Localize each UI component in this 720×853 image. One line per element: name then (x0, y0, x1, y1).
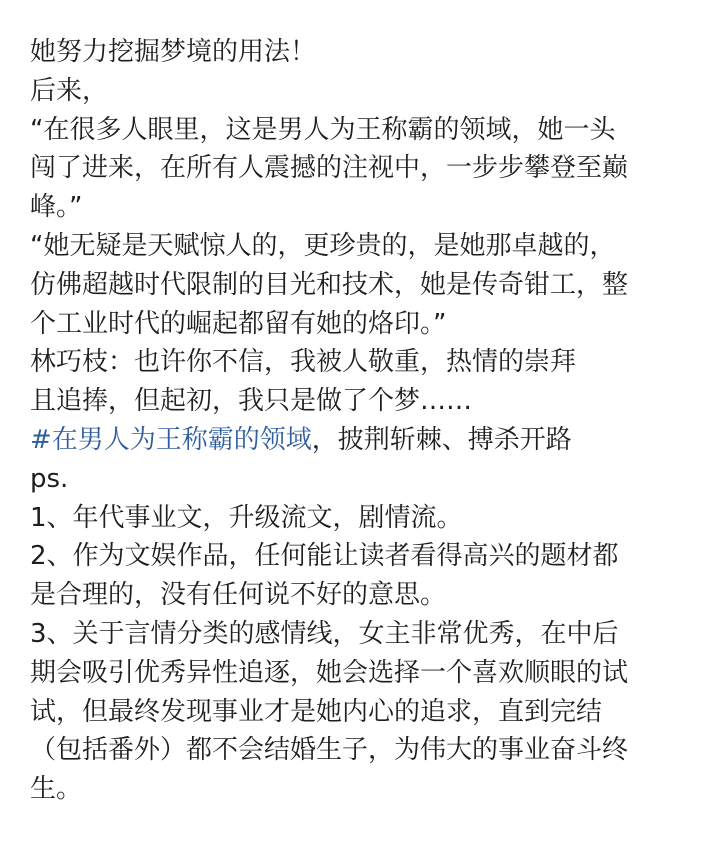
text-line: 1、年代事业文，升级流文，剧情流。 (30, 502, 463, 533)
hashtag-link[interactable]: #在男人为王称霸的领域 (30, 424, 312, 455)
quote-line: 个工业时代的崛起都留有她的烙印。” (30, 308, 447, 339)
text-line: （包括番外）都不会结婚生子，为伟大的事业奋斗终 (30, 735, 629, 766)
quote-line: “她无疑是天赋惊人的，更珍贵的，是她那卓越的， (30, 230, 616, 261)
text-line: 是合理的，没有任何说不好的意思。 (30, 580, 447, 611)
text-line: 后来， (30, 75, 109, 106)
hashtag-line-text: ，披荆斩棘、搏杀开路 (311, 424, 572, 455)
text-line: 且追捧，但起初，我只是做了个梦…… (30, 386, 473, 417)
text-line: 3、关于言情分类的感情线，女主非常优秀，在中后 (30, 618, 619, 649)
text-line: 2、作为文娱作品，任何能让读者看得高兴的题材都 (30, 541, 619, 572)
text-line: 林巧枝：也许你不信，我被人敬重，热情的崇拜 (30, 347, 577, 378)
quote-line: 仿佛超越时代限制的目光和技术，她是传奇钳工，整 (30, 269, 629, 300)
text-line: 她努力挖掘梦境的用法！ (30, 37, 317, 67)
quote-line: 闯了进来，在所有人震撼的注视中，一步步攀登至巅 (30, 153, 629, 184)
hashtag-line (30, 421, 720, 460)
text-line: ps. (30, 463, 69, 494)
quote-line: “在很多人眼里，这是男人为王称霸的领域，她一头 (30, 114, 616, 145)
text-line: 生。 (30, 774, 83, 805)
text-line: 试，但最终发现事业才是她内心的追求，直到完结 (30, 696, 603, 727)
text-line: 期会吸引优秀异性追逐，她会选择一个喜欢顺眼的试 (30, 657, 629, 688)
quote-line: 峰。” (30, 192, 83, 223)
